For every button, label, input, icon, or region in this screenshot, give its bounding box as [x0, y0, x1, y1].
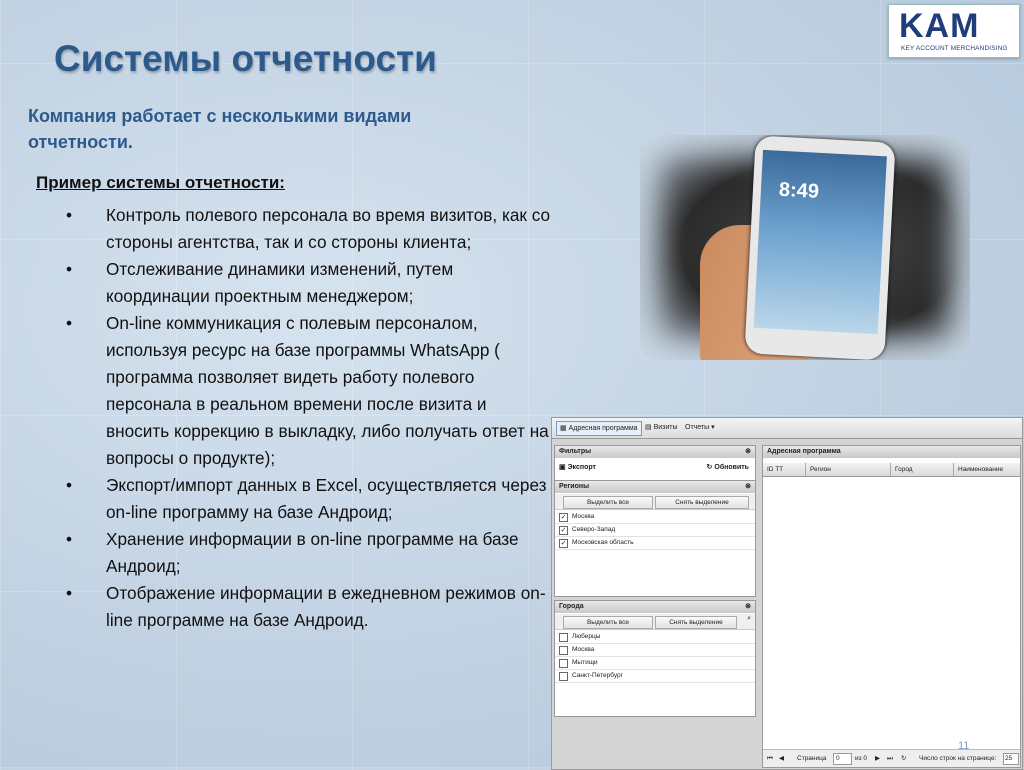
checkbox[interactable] — [559, 659, 568, 668]
list-icon: ▤ — [645, 424, 652, 431]
city-name: Люберцы — [572, 633, 601, 640]
pager — [763, 749, 1020, 767]
last-page-icon[interactable]: ⏭ — [887, 755, 893, 762]
tab-reports[interactable] — [682, 421, 718, 434]
bullet-text: Контроль полевого персонала во время визитов, как со стороны агентства, так и со стороны клиента; — [106, 205, 551, 252]
address-program-grid — [762, 445, 1021, 768]
regions-panel — [554, 480, 756, 597]
page-number: 11 — [958, 740, 970, 752]
excel-icon: ▣ — [559, 464, 566, 471]
column-header[interactable]: Наименование — [958, 466, 1004, 473]
checkbox[interactable] — [559, 672, 568, 681]
cities-select-all-button[interactable]: Выделить все — [563, 616, 653, 629]
refresh-icon: ↻ — [706, 464, 713, 471]
kam-logo — [888, 4, 1020, 58]
region-name: Северо-Запад — [572, 526, 616, 533]
reporting-app-screenshot — [551, 417, 1023, 770]
refresh-icon[interactable]: ↻ — [901, 755, 907, 762]
tab-address-program[interactable] — [556, 421, 642, 436]
list-item[interactable] — [555, 511, 755, 524]
city-name: Санкт-Петербург — [572, 672, 623, 679]
bullet-dot: • — [66, 205, 73, 225]
bullet-text: Экспорт/импорт данных в Excel, осуществляется через on-line программу на базе Андроид; — [106, 475, 547, 522]
phone-clock: 8:49 — [778, 178, 820, 203]
checkbox[interactable] — [559, 646, 568, 655]
regions-select-all-button[interactable]: Выделить все — [563, 496, 653, 509]
regions-clear-button[interactable]: Снять выделение — [655, 496, 749, 509]
bullet-item — [62, 472, 552, 526]
search-icon[interactable]: ⌕ — [747, 615, 751, 622]
regions-header — [555, 481, 755, 493]
slide-subtitle: Компания работает с несколькими видами отчетности. — [28, 106, 412, 152]
collapse-icon[interactable]: ⊗ — [745, 448, 751, 455]
bullet-item — [62, 202, 552, 256]
city-name: Москва — [572, 646, 595, 653]
grid-header — [763, 446, 1020, 458]
export-button[interactable] — [559, 463, 596, 471]
collapse-icon[interactable]: ⊗ — [745, 603, 751, 610]
cities-panel — [554, 600, 756, 717]
city-name: Мытищи — [572, 659, 598, 666]
smartphone-photo — [640, 135, 970, 360]
refresh-button[interactable] — [707, 463, 749, 471]
filters-title: Фильтры — [559, 448, 592, 455]
cities-buttons — [555, 614, 755, 630]
list-item[interactable] — [555, 644, 755, 657]
filters-panel — [554, 445, 756, 481]
column-header[interactable]: Регион — [806, 463, 891, 476]
column-header[interactable]: Город — [891, 463, 954, 476]
rows-per-page-input[interactable]: 25 — [1003, 753, 1019, 765]
logo-main-text: KAM — [899, 7, 980, 45]
collapse-icon[interactable]: ⊗ — [745, 483, 751, 490]
bullet-dot: • — [66, 259, 73, 279]
region-name: Москва — [572, 513, 595, 520]
export-label: Экспорт — [567, 464, 596, 471]
page-label: Страница — [797, 755, 827, 762]
bullet-text: Отслеживание динамики изменений, путем координации проектным менеджером; — [106, 259, 454, 306]
tab-reports-label: Отчеты — [685, 424, 710, 431]
bullet-list — [62, 202, 552, 634]
page-input[interactable]: 0 — [833, 753, 852, 765]
grid-title: Адресная программа — [767, 448, 841, 455]
bullet-dot: • — [66, 529, 73, 549]
prev-page-icon[interactable]: ◀ — [779, 755, 784, 762]
app-toolbar — [552, 418, 1022, 439]
bullet-text: Отображение информации в ежедневном режимов on-line программе на базе Андроид. — [106, 583, 546, 630]
filters-header — [555, 446, 755, 458]
bullet-dot: • — [66, 313, 73, 333]
tab-visits-label: Визиты — [653, 424, 678, 431]
next-page-icon[interactable]: ▶ — [875, 755, 880, 762]
logo-sub-text: KEY ACCOUNT MERCHANDISING — [901, 45, 1008, 52]
chevron-down-icon: ▾ — [711, 424, 715, 431]
bullet-dot: • — [66, 475, 73, 495]
example-heading: Пример системы отчетности: — [36, 173, 285, 192]
checkbox[interactable]: ✓ — [560, 540, 567, 547]
tab-visits[interactable] — [642, 421, 681, 434]
cities-header — [555, 601, 755, 613]
list-item[interactable] — [555, 670, 755, 683]
bullet-item — [62, 526, 552, 580]
rows-per-page-label: Число строк на странице: — [919, 755, 997, 762]
refresh-label: Обновить — [714, 464, 749, 471]
cities-clear-button[interactable]: Снять выделение — [655, 616, 737, 629]
list-item[interactable] — [555, 631, 755, 644]
checkbox[interactable]: ✓ — [560, 514, 567, 521]
bullet-item — [62, 580, 552, 634]
slide-title: Системы отчетности — [54, 38, 437, 79]
list-item[interactable] — [555, 524, 755, 537]
column-header[interactable]: ID TT — [763, 463, 806, 476]
page-total: из 0 — [855, 755, 868, 762]
regions-title: Регионы — [559, 483, 590, 490]
bullet-text: Хранение информации в on-line программе на базе Андроид; — [106, 529, 519, 576]
grid-column-headers — [763, 463, 1020, 477]
phone-image — [744, 135, 895, 360]
cities-title: Города — [559, 603, 584, 610]
bullet-item — [62, 310, 552, 472]
list-item[interactable] — [555, 537, 755, 550]
table-icon: ▦ — [560, 425, 567, 432]
region-name: Московская область — [572, 539, 634, 546]
bullet-text: On-line коммуникация с полевым персоналом, используя ресурс на базе программы WhatsApp ( программа позволяет видеть работу полевого персонала в реальном времени после визита и вносить коррекцию в выкладку, либо получать ответ на вопросы о продукте); — [106, 313, 549, 468]
list-item[interactable] — [555, 657, 755, 670]
checkbox[interactable]: ✓ — [560, 527, 567, 534]
bullet-item — [62, 256, 552, 310]
checkbox[interactable] — [559, 633, 568, 642]
tab-address-label: Адресная программа — [568, 425, 638, 432]
phone-screen — [754, 150, 887, 334]
bullet-dot: • — [66, 583, 73, 603]
regions-buttons — [555, 494, 755, 510]
first-page-icon[interactable]: ⏮ — [767, 755, 773, 762]
